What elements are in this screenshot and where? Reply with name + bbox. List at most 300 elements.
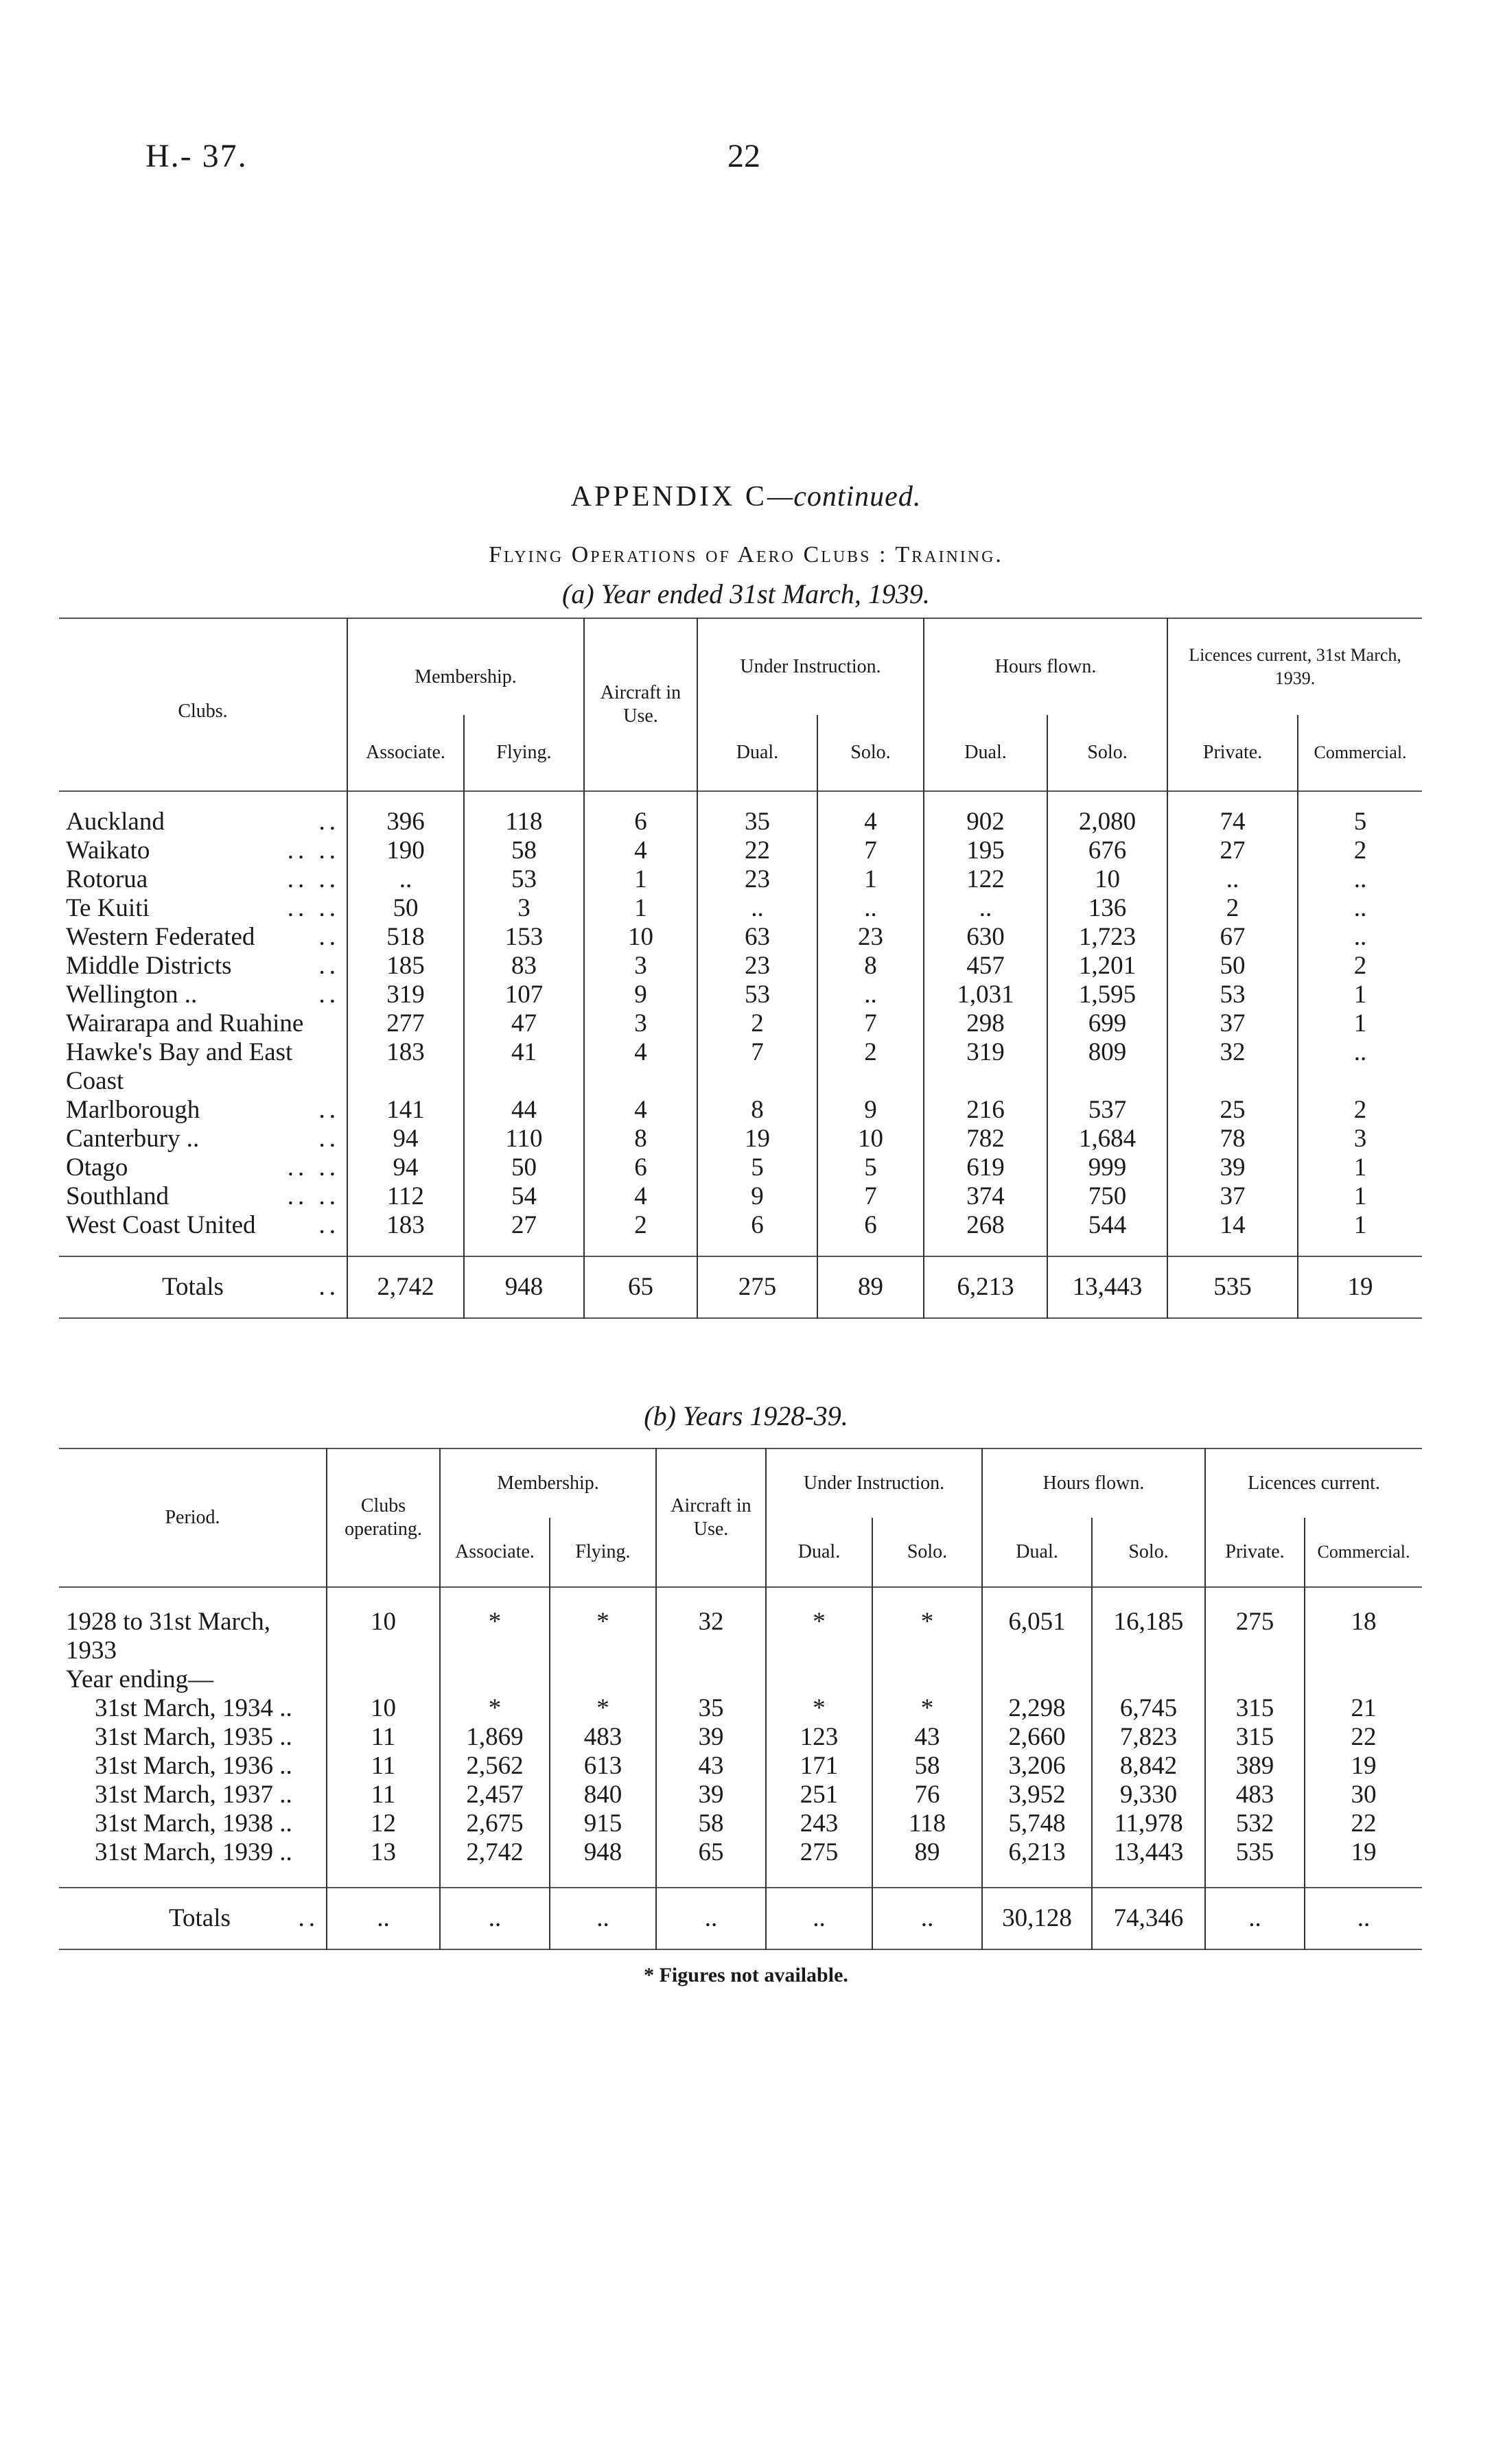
- totals-b-aircraft: ..: [656, 1888, 766, 1949]
- col-header-private-b: Private.: [1205, 1518, 1305, 1587]
- cell-dual: 63: [697, 923, 817, 952]
- period-cell: 31st March, 1935 ..: [95, 1723, 292, 1751]
- cell-associate: 396: [347, 808, 464, 836]
- club-name-cell: [59, 894, 347, 923]
- cell-private: 74: [1167, 808, 1298, 836]
- cell-private: 50: [1167, 952, 1298, 981]
- cell-h-dual: 6,213: [982, 1838, 1092, 1867]
- cell-dual: 53: [697, 981, 817, 1009]
- cell-dual: 171: [766, 1752, 872, 1781]
- totals-b-label-text: Totals: [169, 1904, 231, 1932]
- table-row: [59, 1809, 1422, 1838]
- table-row: [59, 952, 1422, 981]
- cell-associate: 2,675: [440, 1809, 550, 1838]
- cell-dual: [766, 1665, 872, 1694]
- totals-dots: ..: [318, 1273, 340, 1301]
- totals-b-private: ..: [1205, 1888, 1305, 1949]
- club-name: Southland: [66, 1182, 170, 1210]
- cell-dual: 6: [697, 1211, 817, 1240]
- cell-private: 37: [1167, 1009, 1298, 1038]
- club-name-cell: [59, 1182, 347, 1211]
- col-header-associate: Associate.: [347, 715, 464, 791]
- cell-clubs: 11: [327, 1781, 440, 1809]
- cell-h-dual: 319: [924, 1038, 1047, 1096]
- cell-solo: 6: [817, 1211, 924, 1240]
- cell-h-dual: 1,031: [924, 981, 1047, 1009]
- col-header-clubs-operating: Clubs operating.: [327, 1448, 440, 1587]
- cell-dual: 23: [697, 952, 817, 981]
- cell-solo: 7: [817, 1182, 924, 1211]
- cell-private: 32: [1167, 1038, 1298, 1096]
- cell-associate: 2,742: [440, 1838, 550, 1867]
- table-row: [59, 1096, 1422, 1125]
- cell-h-dual: 195: [924, 836, 1047, 865]
- totals-b-dots: ..: [298, 1904, 319, 1932]
- cell-solo: 9: [817, 1096, 924, 1125]
- cell-dual: 275: [766, 1838, 872, 1867]
- club-name-cell: [59, 952, 347, 981]
- cell-solo: 5: [817, 1153, 924, 1182]
- club-name-cell: [59, 923, 347, 952]
- cell-private: ..: [1167, 865, 1298, 894]
- totals-b-clubs: ..: [327, 1888, 440, 1949]
- cell-h-solo: 676: [1047, 836, 1167, 865]
- cell-associate: 1,869: [440, 1723, 550, 1752]
- cell-h-dual: 122: [924, 865, 1047, 894]
- totals-solo: 89: [817, 1256, 924, 1318]
- leader-dots: ..: [318, 952, 340, 980]
- table-b-body: [59, 1587, 1422, 1888]
- cell-dual: *: [766, 1608, 872, 1665]
- cell-h-solo: [1092, 1665, 1205, 1694]
- totals-b-hours-solo: 74,346: [1092, 1888, 1205, 1949]
- cell-commercial: ..: [1298, 923, 1422, 952]
- cell-associate: 50: [347, 894, 464, 923]
- cell-flying: 613: [550, 1752, 656, 1781]
- cell-private: 535: [1205, 1838, 1305, 1867]
- period-cell: 1928 to 31st March, 1933: [66, 1608, 271, 1665]
- cell-h-dual: [982, 1665, 1092, 1694]
- cell-dual: 251: [766, 1781, 872, 1809]
- col-header-period: Period.: [165, 1507, 220, 1528]
- club-name: Marlborough: [66, 1096, 200, 1124]
- club-name-cell: [59, 1211, 347, 1240]
- table-a-totals-row: [59, 1256, 1422, 1318]
- table-b: [59, 1448, 1422, 1950]
- table-row: [59, 836, 1422, 865]
- cell-associate: 2,457: [440, 1781, 550, 1809]
- cell-aircraft: 10: [584, 923, 697, 952]
- cell-flying: 41: [464, 1038, 584, 1096]
- table-row: [59, 1752, 1422, 1781]
- cell-commercial: [1305, 1665, 1422, 1694]
- cell-commercial: 1: [1298, 981, 1422, 1009]
- cell-h-dual: 619: [924, 1153, 1047, 1182]
- cell-h-dual: 216: [924, 1096, 1047, 1125]
- club-name-cell: [59, 865, 347, 894]
- cell-aircraft: 39: [656, 1781, 766, 1809]
- table-row: [59, 1781, 1422, 1809]
- cell-dual: 19: [697, 1125, 817, 1153]
- cell-h-solo: 13,443: [1092, 1838, 1205, 1867]
- cell-private: 53: [1167, 981, 1298, 1009]
- col-header-aircraft-b: Aircraft in Use.: [656, 1448, 766, 1587]
- period-cell: 31st March, 1937 ..: [95, 1781, 292, 1809]
- totals-hours-solo: 13,443: [1047, 1256, 1167, 1318]
- table-b-caption: (b) Years 1928-39.: [644, 1400, 848, 1431]
- col-header-under-instruction-b: Under Instruction.: [766, 1448, 982, 1518]
- cell-aircraft: 65: [656, 1838, 766, 1867]
- cell-aircraft: 58: [656, 1809, 766, 1838]
- club-name: Rotorua: [66, 865, 148, 893]
- col-header-flying-b: Flying.: [550, 1518, 656, 1587]
- cell-flying: 110: [464, 1125, 584, 1153]
- cell-flying: 47: [464, 1009, 584, 1038]
- club-name: Western Federated: [66, 923, 255, 951]
- leader-dots: ..: [318, 1211, 340, 1239]
- cell-commercial: 1: [1298, 1153, 1422, 1182]
- period-cell: 31st March, 1936 ..: [95, 1752, 292, 1780]
- cell-dual: 23: [697, 865, 817, 894]
- cell-solo: 2: [817, 1038, 924, 1096]
- cell-flying: 3: [464, 894, 584, 923]
- totals-private: 535: [1167, 1256, 1298, 1318]
- cell-h-solo: 544: [1047, 1211, 1167, 1240]
- cell-commercial: 19: [1305, 1752, 1422, 1781]
- cell-aircraft: 35: [656, 1694, 766, 1723]
- club-name: Middle Districts: [66, 952, 232, 980]
- cell-private: 14: [1167, 1211, 1298, 1240]
- cell-solo: [872, 1665, 982, 1694]
- appendix-title: [0, 480, 1492, 513]
- cell-aircraft: 32: [656, 1608, 766, 1665]
- col-header-private: Private.: [1167, 715, 1298, 791]
- cell-solo: 89: [872, 1838, 982, 1867]
- col-header-licences-b: Licences current.: [1205, 1448, 1422, 1518]
- cell-flying: 53: [464, 865, 584, 894]
- cell-associate: 183: [347, 1211, 464, 1240]
- cell-flying: 83: [464, 952, 584, 981]
- cell-flying: 50: [464, 1153, 584, 1182]
- cell-commercial: 2: [1298, 1096, 1422, 1125]
- cell-aircraft: 9: [584, 981, 697, 1009]
- cell-private: 315: [1205, 1723, 1305, 1752]
- totals-b-dual: ..: [766, 1888, 872, 1949]
- period-cell: 31st March, 1934 ..: [95, 1694, 292, 1722]
- cell-flying: 948: [550, 1838, 656, 1867]
- cell-private: 25: [1167, 1096, 1298, 1125]
- cell-solo: 58: [872, 1752, 982, 1781]
- cell-solo: 7: [817, 1009, 924, 1038]
- club-name: West Coast United: [66, 1211, 256, 1239]
- leader-dots: ..: [318, 1125, 340, 1153]
- cell-h-dual: 268: [924, 1211, 1047, 1240]
- club-name: Waikato: [66, 836, 150, 865]
- totals-aircraft: 65: [584, 1256, 697, 1318]
- club-name-cell: [59, 1125, 347, 1153]
- club-name-cell: [59, 981, 347, 1009]
- club-name: Wellington ..: [66, 981, 198, 1009]
- col-header-membership: Membership.: [347, 618, 584, 715]
- cell-clubs: 11: [327, 1723, 440, 1752]
- totals-associate: 2,742: [347, 1256, 464, 1318]
- document-reference: H.- 37.: [145, 138, 248, 174]
- cell-solo: 4: [817, 808, 924, 836]
- totals-b-label: [59, 1888, 327, 1949]
- period-cell: Year ending—: [66, 1665, 214, 1693]
- cell-flying: 153: [464, 923, 584, 952]
- cell-h-dual: 3,206: [982, 1752, 1092, 1781]
- totals-b-solo: ..: [872, 1888, 982, 1949]
- cell-commercial: 21: [1305, 1694, 1422, 1723]
- cell-h-solo: 750: [1047, 1182, 1167, 1211]
- club-name: Wairarapa and Ruahine: [66, 1009, 304, 1037]
- cell-commercial: 19: [1305, 1838, 1422, 1867]
- col-header-hours-dual: Dual.: [924, 715, 1047, 791]
- cell-h-dual: 630: [924, 923, 1047, 952]
- cell-private: 275: [1205, 1608, 1305, 1665]
- totals-b-hours-dual: 30,128: [982, 1888, 1092, 1949]
- cell-aircraft: 4: [584, 836, 697, 865]
- period-cell: 31st March, 1938 ..: [95, 1809, 292, 1838]
- col-header-dual-b: Dual.: [766, 1518, 872, 1587]
- table-a-caption: (a) Year ended 31st March, 1939.: [562, 578, 930, 609]
- table-row: [59, 1009, 1422, 1038]
- club-name: Otago: [66, 1153, 128, 1182]
- totals-dual: 275: [697, 1256, 817, 1318]
- appendix-suffix: —continued.: [767, 481, 922, 513]
- table-row: [59, 923, 1422, 952]
- cell-h-solo: 1,723: [1047, 923, 1167, 952]
- cell-flying: 915: [550, 1809, 656, 1838]
- cell-associate: 190: [347, 836, 464, 865]
- leader-dots: ..: [318, 808, 340, 836]
- cell-h-solo: 537: [1047, 1096, 1167, 1125]
- col-header-commercial-b: Commercial.: [1305, 1518, 1422, 1587]
- cell-flying: 54: [464, 1182, 584, 1211]
- col-header-under-instruction: Under Instruction.: [697, 618, 924, 715]
- cell-associate: *: [440, 1694, 550, 1723]
- cell-flying: *: [550, 1694, 656, 1723]
- cell-h-dual: ..: [924, 894, 1047, 923]
- table-row: [59, 1211, 1422, 1240]
- table-row: [59, 1665, 1422, 1694]
- cell-h-dual: 3,952: [982, 1781, 1092, 1809]
- cell-private: 389: [1205, 1752, 1305, 1781]
- col-header-flying: Flying.: [464, 715, 584, 791]
- cell-aircraft: 3: [584, 952, 697, 981]
- cell-h-solo: 9,330: [1092, 1781, 1205, 1809]
- cell-dual: 5: [697, 1153, 817, 1182]
- totals-flying: 948: [464, 1256, 584, 1318]
- period-cell: 31st March, 1939 ..: [95, 1838, 292, 1866]
- leader-dots: ..: [318, 981, 340, 1009]
- cell-solo: 43: [872, 1723, 982, 1752]
- cell-h-solo: 11,978: [1092, 1809, 1205, 1838]
- cell-h-dual: 6,051: [982, 1608, 1092, 1665]
- cell-flying: 118: [464, 808, 584, 836]
- cell-solo: 8: [817, 952, 924, 981]
- cell-commercial: ..: [1298, 865, 1422, 894]
- cell-dual: 8: [697, 1096, 817, 1125]
- cell-h-solo: 136: [1047, 894, 1167, 923]
- col-header-hours-solo-b: Solo.: [1092, 1518, 1205, 1587]
- cell-h-dual: 5,748: [982, 1809, 1092, 1838]
- cell-associate: 277: [347, 1009, 464, 1038]
- cell-dual: 9: [697, 1182, 817, 1211]
- col-header-commercial: Commercial.: [1298, 715, 1422, 791]
- cell-h-solo: 1,201: [1047, 952, 1167, 981]
- cell-solo: *: [872, 1608, 982, 1665]
- cell-flying: 483: [550, 1723, 656, 1752]
- cell-h-solo: 699: [1047, 1009, 1167, 1038]
- cell-commercial: 2: [1298, 952, 1422, 981]
- club-name-cell: [59, 808, 347, 836]
- cell-aircraft: [656, 1665, 766, 1694]
- cell-aircraft: 2: [584, 1211, 697, 1240]
- appendix-label: APPENDIX C: [570, 481, 767, 513]
- cell-h-solo: 6,745: [1092, 1694, 1205, 1723]
- cell-commercial: 2: [1298, 836, 1422, 865]
- totals-commercial: 19: [1298, 1256, 1422, 1318]
- col-header-associate-b: Associate.: [440, 1518, 550, 1587]
- cell-h-solo: 8,842: [1092, 1752, 1205, 1781]
- table-a: [59, 618, 1422, 1319]
- cell-commercial: 5: [1298, 808, 1422, 836]
- cell-aircraft: 39: [656, 1723, 766, 1752]
- cell-commercial: 22: [1305, 1809, 1422, 1838]
- cell-private: 315: [1205, 1694, 1305, 1723]
- table-a-body: [59, 791, 1422, 1256]
- cell-commercial: ..: [1298, 894, 1422, 923]
- cell-h-dual: 2,660: [982, 1723, 1092, 1752]
- table-row: [59, 894, 1422, 923]
- cell-dual: 7: [697, 1038, 817, 1096]
- cell-aircraft: 4: [584, 1038, 697, 1096]
- table-row: [59, 981, 1422, 1009]
- cell-associate: [440, 1665, 550, 1694]
- leader-dots: .. ..: [287, 1153, 340, 1182]
- club-name-cell: [59, 1009, 347, 1038]
- cell-h-solo: 2,080: [1047, 808, 1167, 836]
- club-name-cell: [59, 1096, 347, 1125]
- cell-h-solo: 809: [1047, 1038, 1167, 1096]
- cell-solo: *: [872, 1694, 982, 1723]
- cell-flying: *: [550, 1608, 656, 1665]
- cell-solo: ..: [817, 981, 924, 1009]
- col-header-dual: Dual.: [697, 715, 817, 791]
- leader-dots: .. ..: [287, 894, 340, 922]
- cell-aircraft: 6: [584, 808, 697, 836]
- col-header-hours-solo: Solo.: [1047, 715, 1167, 791]
- col-header-solo: Solo.: [817, 715, 924, 791]
- cell-clubs: 13: [327, 1838, 440, 1867]
- cell-h-dual: 902: [924, 808, 1047, 836]
- cell-aircraft: 4: [584, 1182, 697, 1211]
- totals-hours-dual: 6,213: [924, 1256, 1047, 1318]
- page-number: 22: [727, 138, 760, 174]
- cell-h-dual: 298: [924, 1009, 1047, 1038]
- table-row: [59, 1038, 1422, 1096]
- col-header-membership-b: Membership.: [440, 1448, 656, 1518]
- cell-h-solo: 16,185: [1092, 1608, 1205, 1665]
- cell-flying: 27: [464, 1211, 584, 1240]
- cell-aircraft: 43: [656, 1752, 766, 1781]
- club-name-cell: [59, 1153, 347, 1182]
- section-subtitle: Flying Operations of Aero Clubs : Training.: [489, 542, 1003, 567]
- club-name: Auckland: [66, 808, 165, 836]
- table-row: [59, 1838, 1422, 1867]
- cell-commercial: 1: [1298, 1009, 1422, 1038]
- cell-private: 67: [1167, 923, 1298, 952]
- totals-b-flying: ..: [550, 1888, 656, 1949]
- col-header-clubs: Clubs.: [178, 701, 228, 722]
- totals-label: [59, 1256, 347, 1318]
- cell-clubs: 12: [327, 1809, 440, 1838]
- table-row: [59, 1125, 1422, 1153]
- table-row: [59, 1694, 1422, 1723]
- cell-associate: 94: [347, 1153, 464, 1182]
- cell-flying: [550, 1665, 656, 1694]
- cell-solo: 118: [872, 1809, 982, 1838]
- cell-aircraft: 4: [584, 1096, 697, 1125]
- col-header-hours-flown: Hours flown.: [924, 618, 1167, 715]
- cell-dual: 123: [766, 1723, 872, 1752]
- cell-aircraft: 8: [584, 1125, 697, 1153]
- cell-h-dual: 457: [924, 952, 1047, 981]
- cell-associate: 94: [347, 1125, 464, 1153]
- col-header-hours-flown-b: Hours flown.: [982, 1448, 1205, 1518]
- cell-private: 27: [1167, 836, 1298, 865]
- cell-associate: 2,562: [440, 1752, 550, 1781]
- cell-h-dual: 2,298: [982, 1694, 1092, 1723]
- cell-associate: 518: [347, 923, 464, 952]
- cell-aircraft: 3: [584, 1009, 697, 1038]
- col-header-aircraft: Aircraft in Use.: [584, 618, 697, 791]
- cell-solo: 10: [817, 1125, 924, 1153]
- col-header-solo-b: Solo.: [872, 1518, 982, 1587]
- cell-solo: 7: [817, 836, 924, 865]
- cell-dual: 35: [697, 808, 817, 836]
- cell-private: 532: [1205, 1809, 1305, 1838]
- cell-dual: 22: [697, 836, 817, 865]
- cell-commercial: 18: [1305, 1608, 1422, 1665]
- cell-associate: ..: [347, 865, 464, 894]
- col-header-hours-dual-b: Dual.: [982, 1518, 1092, 1587]
- totals-b-commercial: ..: [1305, 1888, 1422, 1949]
- cell-associate: *: [440, 1608, 550, 1665]
- cell-dual: 2: [697, 1009, 817, 1038]
- table-row: [59, 1723, 1422, 1752]
- cell-associate: 319: [347, 981, 464, 1009]
- col-header-licences: Licences current, 31st March, 1939.: [1167, 618, 1422, 715]
- table-row: [59, 1608, 1422, 1665]
- cell-flying: 107: [464, 981, 584, 1009]
- cell-aircraft: 1: [584, 865, 697, 894]
- cell-h-solo: 1,595: [1047, 981, 1167, 1009]
- cell-private: 78: [1167, 1125, 1298, 1153]
- cell-flying: 58: [464, 836, 584, 865]
- club-name: Hawke's Bay and East Coast: [66, 1038, 293, 1095]
- cell-solo: 23: [817, 923, 924, 952]
- club-name: Te Kuiti: [66, 894, 150, 922]
- cell-h-solo: 10: [1047, 865, 1167, 894]
- club-name-cell: [59, 1038, 347, 1096]
- cell-aircraft: 1: [584, 894, 697, 923]
- cell-private: 39: [1167, 1153, 1298, 1182]
- cell-aircraft: 6: [584, 1153, 697, 1182]
- leader-dots: .. ..: [287, 836, 340, 865]
